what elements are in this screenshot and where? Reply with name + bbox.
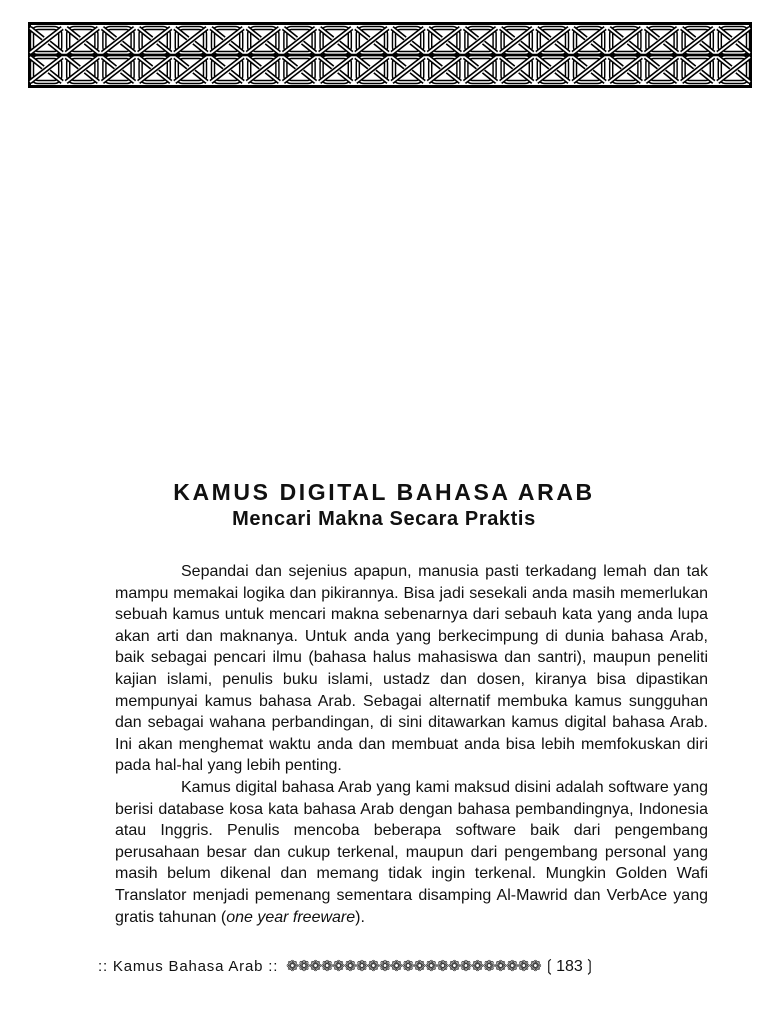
- page-title: KAMUS DIGITAL BAHASA ARAB: [173, 479, 595, 505]
- paragraph-2-text: Kamus digital bahasa Arab yang kami maksud disini adalah software yang berisi database kosa kata bahasa Arab dengan bahasa pembandingnya, Indonesia atau Inggris. Penulis mencoba beberapa software baik dari pengembang perusahaan besar dan cukup terkenal, maupun dari pengembang personal yang masih belum dikenal dan memang tidak ingin terkenal. Mungkin Golden Wafi Translator menjadi pemenang sementara disamping Al-Mawrid dan VerbAce yang gratis tahunan (: [115, 778, 708, 926]
- paragraph-2-end: ).: [355, 908, 365, 926]
- flower-ornament-icon: ❁❁❁❁❁❁❁❁❁❁❁❁❁❁❁❁❁❁❁❁❁❁: [286, 958, 541, 975]
- article-body: [115, 561, 708, 928]
- knotwork-ornament-icon: [28, 22, 752, 88]
- heading-block: [0, 478, 768, 532]
- page-number: ❲183❳: [542, 958, 597, 975]
- decorative-knot-border: [28, 22, 752, 88]
- paragraph-1: Sepandai dan sejenius apapun, manusia pasti terkadang lemah dan tak mampu memakai logika dan pikirannya. Bisa jadi sesekali anda masih memerlukan sebuah kamus untuk mencari makna sebenarnya dari sebauh kata yang anda lupa akan arti dan maknanya. Untuk anda yang berkecimpung di dunia bahasa Arab, baik sebagai pencari ilmu (bahasa halus mahasiswa dan santri), maupun peneliti kajian islami, penulis buku islami, ustadz dan dosen, kiranya bisa dipastikan mempunyai kamus bahasa Arab. Sebagai alternatif membuka kamus sungguhan dan sebagai wahana perbandingan, di sini ditawarkan kamus digital bahasa Arab. Ini akan menghemat waktu anda dan membuat anda bisa lebih memfokuskan diri pada hal-hal yang lebih penting.: [115, 563, 708, 775]
- page-footer: [98, 953, 698, 979]
- paragraph-2-italic: one year freeware: [226, 908, 356, 926]
- page-subtitle: Mencari Makna Secara Praktis: [232, 508, 536, 530]
- footer-book-title: :: Kamus Bahasa Arab ::: [98, 957, 279, 975]
- paragraph-2: [115, 777, 708, 928]
